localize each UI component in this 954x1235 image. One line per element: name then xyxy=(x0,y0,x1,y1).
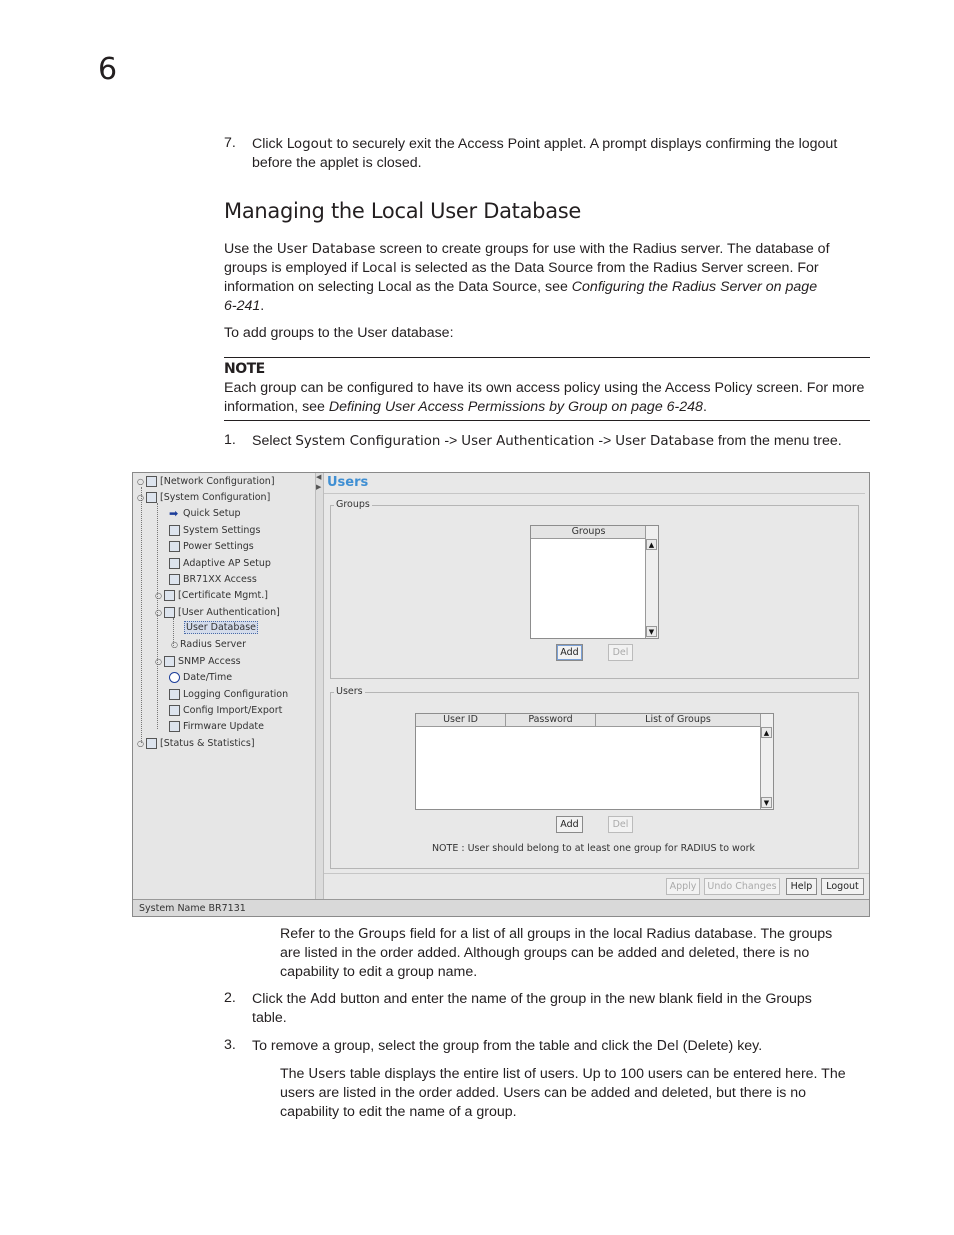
expand-handle-icon: ○ xyxy=(137,477,144,486)
scroll-down-icon[interactable]: ▼ xyxy=(646,626,657,637)
applet-screenshot xyxy=(132,472,870,917)
text-fragment: Select xyxy=(252,433,296,449)
tree-item-config-import-export[interactable] xyxy=(169,704,282,718)
tree-item-system-configuration[interactable] xyxy=(137,491,270,505)
power-icon xyxy=(169,541,180,552)
firmware-icon xyxy=(169,721,180,732)
tree-label: [System Configuration] xyxy=(160,492,271,503)
clock-icon xyxy=(169,672,180,683)
text-fragment: . xyxy=(260,298,265,314)
user-auth-icon xyxy=(164,607,175,618)
undo-changes-button[interactable]: Undo Changes xyxy=(704,878,780,895)
text-fragment: from the menu tree. xyxy=(713,433,842,449)
cross-reference: Configuring the Radius Server on page xyxy=(571,279,818,295)
tree-item-quick-setup[interactable] xyxy=(169,507,241,521)
text-fragment: capability to edit a group name. xyxy=(280,964,478,980)
settings-icon xyxy=(169,525,180,536)
groups-table[interactable] xyxy=(530,525,659,639)
user-id-column-header[interactable]: User ID xyxy=(416,714,506,727)
password-column-header[interactable]: Password xyxy=(506,714,596,727)
tree-item-snmp-access[interactable] xyxy=(155,655,241,669)
groups-legend: Groups xyxy=(336,499,370,510)
text-fragment: button and enter the name of the group in the new blank field in the Groups xyxy=(336,991,812,1007)
arrow-right-icon: ➡ xyxy=(169,507,179,520)
text-fragment: screen to create groups for use with the Radius server. The database of xyxy=(375,241,830,257)
text-fragment: is selected as the Data Source from the Radius Server screen. For xyxy=(396,260,819,276)
intro-paragraph xyxy=(224,240,884,316)
chapter-number: 6 xyxy=(98,52,118,87)
tree-label: [Network Configuration] xyxy=(160,476,275,487)
groups-del-button[interactable]: Del xyxy=(608,644,633,661)
button-bar xyxy=(324,873,869,900)
users-panel xyxy=(324,473,869,899)
step-1-text xyxy=(252,432,892,451)
bold-term: System Configuration xyxy=(295,434,441,449)
text-fragment: before the applet is closed. xyxy=(252,155,422,171)
text-fragment: information, see xyxy=(224,399,329,415)
cross-reference: Defining User Access Permissions by Group on page 6-248 xyxy=(328,399,703,415)
users-legend: Users xyxy=(336,686,363,697)
tree-label: Radius Server xyxy=(180,639,247,650)
network-icon xyxy=(146,476,157,487)
tree-label-selected: User Database xyxy=(186,622,257,633)
groups-add-button[interactable]: Add xyxy=(556,644,583,661)
cross-reference: 6-241 xyxy=(224,298,261,314)
text-fragment: Click the xyxy=(252,991,311,1007)
users-paragraph xyxy=(280,1065,890,1122)
section-title: Managing the Local User Database xyxy=(224,199,582,223)
text-fragment: The xyxy=(280,1066,309,1082)
text-fragment: Use the xyxy=(224,241,277,257)
tree-label: [Certificate Mgmt.] xyxy=(178,590,269,601)
text-fragment: (Delete) key. xyxy=(678,1038,763,1054)
bold-term: Logout xyxy=(286,137,333,152)
tree-item-user-authentication[interactable] xyxy=(155,606,280,620)
scroll-down-icon[interactable]: ▼ xyxy=(761,797,772,808)
tree-item-network-configuration[interactable] xyxy=(137,475,275,489)
snmp-icon xyxy=(164,656,175,667)
text-fragment: Refer to the xyxy=(280,926,359,942)
tree-item-date-time[interactable] xyxy=(169,671,232,685)
bold-term: Del xyxy=(656,1039,679,1054)
apply-button[interactable]: Apply xyxy=(666,878,700,895)
tree-label: BR71XX Access xyxy=(183,574,257,585)
text-fragment: . xyxy=(702,399,707,415)
expand-handle-icon: ○ xyxy=(137,739,144,748)
text-fragment: field for a list of all groups in the local Radius database. The groups xyxy=(405,926,833,942)
certificate-icon xyxy=(164,590,175,601)
expand-handle-icon: ○ xyxy=(155,591,162,600)
panel-title: Users xyxy=(327,475,369,490)
users-table[interactable] xyxy=(415,713,774,810)
log-icon xyxy=(169,689,180,700)
status-bar: System Name BR7131 xyxy=(133,899,869,916)
expand-handle-icon: ○ xyxy=(171,640,178,649)
expand-right-icon[interactable]: ▶ xyxy=(316,483,322,491)
step-3-text xyxy=(252,1037,892,1056)
text-fragment: capability to edit the name of a group. xyxy=(280,1104,517,1120)
expand-handle-icon: ○ xyxy=(155,608,162,617)
tree-label: Power Settings xyxy=(183,541,254,552)
note-top-rule xyxy=(224,357,870,358)
users-note-text: NOTE : User should belong to at least one group for RADIUS to work xyxy=(431,843,756,854)
tree-item-br71xx-access[interactable] xyxy=(169,573,257,587)
text-fragment: groups is employed if xyxy=(224,260,363,276)
groups-scrollbar[interactable] xyxy=(645,526,658,638)
users-del-button[interactable]: Del xyxy=(608,816,633,833)
text-fragment: to securely exit the Access Point applet. A prompt displays confirming the logout xyxy=(332,136,838,152)
tree-label: Date/Time xyxy=(183,672,233,683)
tree-label: SNMP Access xyxy=(178,656,241,667)
text-fragment: table displays the entire list of users. Up to 100 users can be entered here. The xyxy=(345,1066,846,1082)
scroll-up-icon[interactable]: ▲ xyxy=(646,539,657,550)
tree-item-power-settings[interactable] xyxy=(169,540,254,554)
groups-column-header[interactable]: Groups xyxy=(531,526,647,539)
refer-paragraph xyxy=(280,925,880,982)
step-number: 3. xyxy=(224,1037,236,1053)
bold-term: Add xyxy=(310,992,337,1007)
logout-button[interactable]: Logout xyxy=(821,878,864,895)
list-of-groups-column-header[interactable]: List of Groups xyxy=(596,714,761,727)
text-fragment: table. xyxy=(252,1010,287,1026)
tree-item-firmware-update[interactable] xyxy=(169,720,264,734)
tree-item-certificate-mgmt[interactable] xyxy=(155,589,268,603)
bold-term: Local xyxy=(362,261,397,276)
note-bottom-rule xyxy=(224,420,870,421)
tree-label: [Status & Statistics] xyxy=(160,738,255,749)
text-fragment: Click xyxy=(252,136,287,152)
tree-label: [User Authentication] xyxy=(178,607,280,618)
step-number: 1. xyxy=(224,432,236,448)
bold-term: Users xyxy=(308,1067,346,1082)
tree-item-user-database[interactable] xyxy=(184,621,258,635)
tree-item-radius-server[interactable] xyxy=(171,638,246,652)
expand-handle-icon: ○ xyxy=(155,657,162,666)
pane-splitter[interactable] xyxy=(316,473,324,899)
tree-label: System Settings xyxy=(183,525,261,536)
panel-title-bar xyxy=(324,473,865,494)
text-fragment: -> xyxy=(594,433,616,449)
tree-item-logging-configuration[interactable] xyxy=(169,688,288,702)
text-fragment: users are listed in the order added. Users can be added and deleted, but there is no xyxy=(280,1085,807,1101)
note-label: NOTE xyxy=(224,361,265,377)
bold-term: User Database xyxy=(615,434,714,449)
text-fragment: -> xyxy=(440,433,462,449)
system-icon xyxy=(146,492,157,503)
tree-label: Firmware Update xyxy=(183,721,264,732)
tree-label: Quick Setup xyxy=(183,508,241,519)
tree-connector xyxy=(141,487,142,743)
text-fragment: To remove a group, select the group from the table and click the xyxy=(252,1038,657,1054)
step-number: 2. xyxy=(224,990,236,1006)
menu-tree xyxy=(133,473,316,899)
expand-handle-icon: ○ xyxy=(137,493,144,502)
adaptive-ap-icon xyxy=(169,558,180,569)
tree-label: Adaptive AP Setup xyxy=(183,558,271,569)
tree-item-system-settings[interactable] xyxy=(169,524,260,538)
tree-item-adaptive-ap-setup[interactable] xyxy=(169,557,271,571)
scroll-up-icon[interactable]: ▲ xyxy=(761,727,772,738)
users-add-button[interactable]: Add xyxy=(556,816,583,833)
access-key-icon xyxy=(169,574,180,585)
help-button[interactable]: Help xyxy=(786,878,817,895)
step-7-text xyxy=(252,135,892,173)
users-scrollbar[interactable] xyxy=(760,714,773,809)
import-export-icon xyxy=(169,705,180,716)
bold-term: User Database xyxy=(276,242,376,257)
tree-item-status-statistics[interactable] xyxy=(137,737,255,751)
step-number: 7. xyxy=(224,135,236,151)
to-add-text: To add groups to the User database: xyxy=(224,325,454,341)
text-fragment: are listed in the order added. Although groups can be added and deleted, there is no xyxy=(280,945,810,961)
tree-label: Config Import/Export xyxy=(183,705,283,716)
bold-term: User Authentication xyxy=(461,434,595,449)
text-fragment: Each group can be configured to have its own access policy using the Access Policy screen. For more xyxy=(224,380,865,396)
step-2-text xyxy=(252,990,892,1028)
collapse-left-icon[interactable]: ◀ xyxy=(316,473,322,481)
bold-term: Groups xyxy=(358,927,406,942)
note-text xyxy=(224,379,884,417)
statistics-icon xyxy=(146,738,157,749)
text-fragment: information on selecting Local as the Data Source, see xyxy=(224,279,572,295)
tree-label: Logging Configuration xyxy=(183,689,289,700)
